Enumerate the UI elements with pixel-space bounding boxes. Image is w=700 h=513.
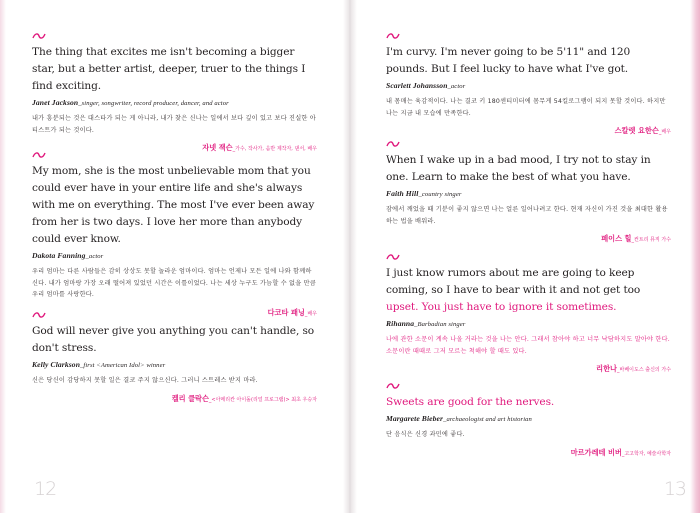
quote-block (386, 253, 671, 375)
author-name: Rihanna (386, 319, 415, 328)
translation-text: 우리 엄마는 다른 사람들은 감히 상상도 못할 놀라운 엄마이다. 엄마는 언제나 모든 일에 나와 함께하신다. 내가 엄마랑 가장 오래 떨어져 있었던 시간은 이틀이었다. 나는 세상 누구도 가늠할 수 없을 만큼 우리 엄마를 사랑한다. (32, 268, 316, 298)
swirl-ornament-icon (386, 140, 400, 148)
korean-author-role: _배우 (658, 129, 671, 135)
translation-text: 내 몸매는 육감적이다. 나는 결코 키 180센티미터에 몸무게 54킬로그램이 되지 못할 것이다. 하지만 나는 지금 내 모습에 만족한다. (386, 98, 666, 117)
swirl-ornament-icon (386, 382, 400, 390)
swirl-ornament-icon (32, 32, 46, 40)
quote-author (32, 98, 317, 107)
quote-author (386, 81, 671, 90)
author-description: _country singer (418, 191, 462, 198)
author-name: Faith Hill (386, 189, 419, 198)
korean-author-name: 마르가레테 비버 (570, 447, 622, 457)
korean-translation (386, 204, 671, 227)
quote-block (32, 32, 317, 154)
quote-block (32, 151, 317, 319)
korean-translation (386, 96, 671, 119)
korean-attribution (386, 226, 671, 245)
quote-text: God will never give you anything you can't handle, so don't stress. (32, 325, 315, 354)
translation-text: 잠에서 깨었을 때 기분이 좋지 않으면 나는 얼른 일어나려고 한다. 현재 자신이 가진 것을 최대한 활용하는 법을 배워라. (386, 206, 668, 225)
swirl-ornament-icon (32, 311, 46, 319)
author-description: _singer, songwriter, record producer, dancer, and actor (78, 100, 229, 107)
korean-author-role: _컨트리 뮤직 가수 (631, 237, 671, 243)
korean-attribution (386, 440, 671, 459)
quote-text-highlight: upset. You just have to ignore it sometimes. (386, 301, 617, 313)
author-description: _Barbadian singer (414, 321, 466, 328)
quote-text: My mom, she is the most unbelievable mom that you could ever have in your entire life and she's always with me on everything. The most I've ever been away from her is two days. I love her more than anybody could ever know. (32, 165, 315, 245)
swirl-ornament-icon (386, 253, 400, 261)
korean-author-name: 리한나 (596, 364, 618, 373)
author-description: _archaeologist and art historian (443, 416, 532, 423)
quote-text: I'm curvy. I'm never going to be 5'11" and 120 pounds. But I feel lucky to have what I've got. (386, 46, 631, 75)
quote-text-plain: I just know rumors about me are going to keep coming, so I have to bear with it and not get too (386, 267, 641, 296)
korean-author-name: 켈리 클락슨 (171, 393, 209, 403)
korean-translation (32, 266, 317, 301)
korean-author-name: 스칼렛 요한슨 (614, 126, 659, 135)
korean-attribution (32, 386, 317, 405)
right-page-edge (690, 0, 700, 513)
page-number: 12 (34, 478, 57, 500)
author-name: Kelly Clarkson (32, 360, 81, 369)
korean-author-name: 다코타 패닝 (267, 307, 305, 317)
author-name: Scarlett Johansson (386, 81, 448, 90)
quote-author (386, 189, 671, 198)
page-number: 13 (663, 478, 686, 500)
quote-text-highlight: Sweets are good for the nerves. (386, 396, 555, 408)
korean-translation (386, 334, 671, 357)
quote-author (32, 251, 317, 260)
quote-author (32, 360, 317, 369)
quote-block (386, 382, 671, 459)
swirl-ornament-icon (32, 151, 46, 159)
korean-attribution (386, 356, 671, 375)
left-page-edge (0, 0, 6, 513)
author-name: Janet Jackson (32, 98, 79, 107)
korean-author-role: _<아메리칸 아이돌(리얼 프로그램)> 최초 우승자 (208, 396, 317, 403)
korean-author-role: _가수, 작사가, 음반 제작자, 댄서, 배우 (232, 146, 317, 152)
quote-author (386, 414, 671, 423)
translation-text: 단 음식은 신경 과민에 좋다. (386, 431, 465, 438)
right-page (372, 0, 686, 513)
author-name: Margarete Bieber (386, 414, 444, 423)
korean-translation (32, 113, 317, 136)
korean-author-role: _고고학자, 예술사학자 (621, 450, 671, 457)
korean-author-role: _바베이도스 출신의 가수 (617, 367, 671, 373)
quote-block (32, 311, 317, 405)
korean-attribution (386, 118, 671, 137)
korean-author-name: 자넷 잭슨 (202, 143, 233, 152)
book-spine (343, 0, 357, 513)
korean-author-role: _배우 (304, 310, 317, 317)
quote-block (386, 140, 671, 245)
swirl-ornament-icon (386, 32, 400, 40)
left-page (18, 0, 330, 513)
quote-block (386, 32, 671, 137)
quote-text (386, 394, 671, 411)
korean-author-name: 페이스 힐 (601, 234, 632, 243)
quote-text: When I wake up in a bad mood, I try not to stay in one. Learn to make the best of what you have. (386, 154, 651, 183)
quote-text: The thing that excites me isn't becoming a bigger star, but a better artist, deeper, truer to the things I find exciting. (32, 46, 306, 92)
quote-text (386, 265, 671, 316)
translation-text: 내가 흥분되는 것은 대스타가 되는 게 아니라, 내가 찾은 신나는 일에서 보다 깊이 있고 보다 진실한 아티스트가 되는 것이다. (32, 115, 316, 134)
translation-text: 나에 관한 소문이 계속 나올 거라는 것을 나는 안다. 그래서 참아야 하고 너무 낙담하지도 말아야 한다. 소문이란 때때로 그저 모르는 척해야 할 때도 있다. (386, 336, 670, 355)
author-description: _actor (447, 83, 466, 90)
author-description: _first <American Idol> winner (80, 362, 166, 369)
translation-text: 신은 당신이 감당하지 못할 일은 결코 주지 않으신다. 그러니 스트레스 받지 마라. (32, 377, 258, 384)
author-description: _actor (85, 253, 104, 260)
author-name: Dakota Fanning (32, 251, 86, 260)
quote-author (386, 319, 671, 328)
